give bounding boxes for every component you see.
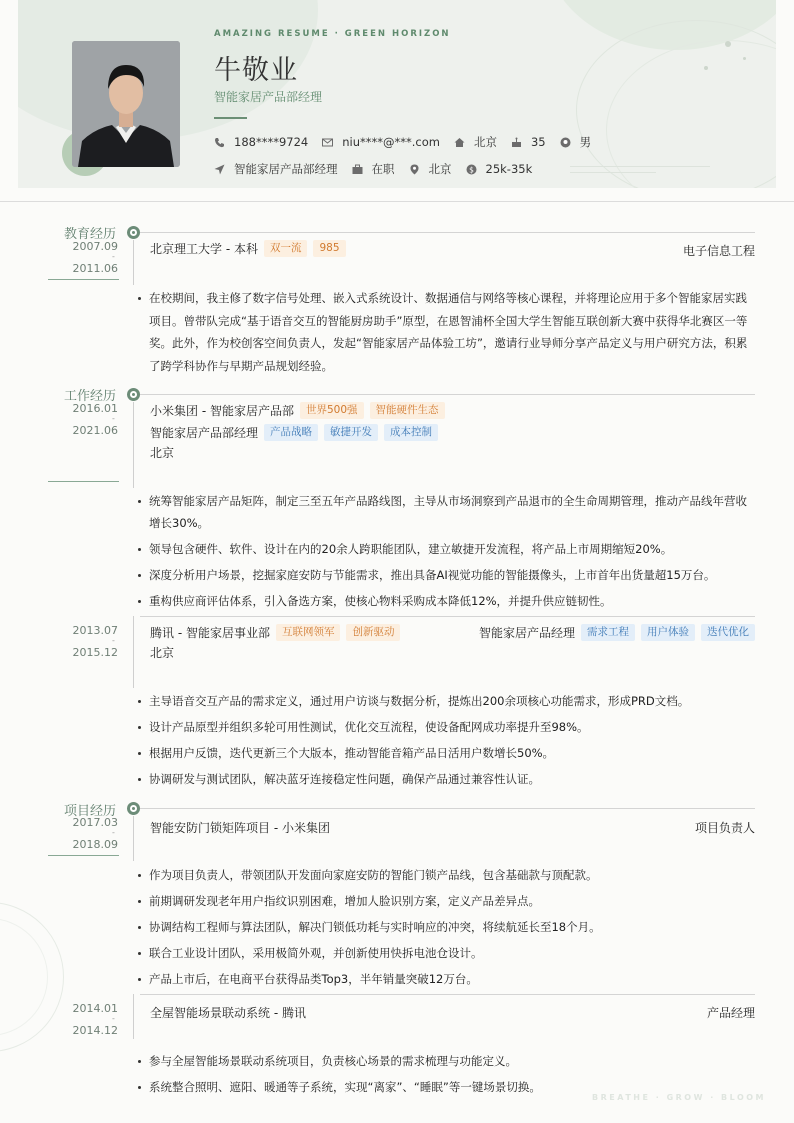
section-divider (140, 394, 755, 395)
list-item: 重构供应商评估体系，引入备选方案，使核心物料采购成本降低12%，并提升供应链韧性。 (138, 590, 755, 612)
send-icon (214, 164, 225, 175)
school-tag: 985 (313, 240, 345, 257)
phone-icon (214, 137, 225, 148)
job-city: 北京 (150, 446, 175, 460)
location-icon (409, 164, 420, 175)
home-icon (454, 137, 465, 148)
salary-icon (466, 164, 477, 175)
skill-tag: 产品战略 (264, 424, 318, 441)
edu-major: 电子信息工程 (682, 244, 755, 258)
edu-start-date: 2007.09 (72, 240, 118, 253)
list-item: 作为项目负责人，带领团队开发面向家庭安防的智能门锁产品线，包含基础款与顶配款。 (138, 864, 755, 886)
school-tag: 双一流 (264, 240, 308, 257)
timeline-node (127, 226, 140, 239)
edu-school-row (150, 240, 346, 257)
list-item: 深度分析用户场景，挖掘家庭安防与节能需求，推出具备AI视觉功能的智能摄像头，上市首年出货量超15万台。 (138, 564, 755, 586)
list-item: 联合工业设计团队，采用极简外观，并创新使用快拆电池仓设计。 (138, 942, 755, 964)
section-rule (48, 481, 119, 482)
list-item: 参与全屋智能场景联动系统项目，负责核心场景的需求梳理与功能定义。 (138, 1050, 755, 1072)
avatar (72, 41, 180, 167)
job-title: 智能家居产品部经理 (214, 90, 323, 104)
job-end-date: 2015.12 (72, 646, 118, 659)
job-city: 北京 (150, 646, 175, 660)
job-start-date: 2016.01 (72, 402, 118, 415)
status-icon (352, 164, 363, 175)
project-name: 全屋智能场景联动系统 - 腾讯 (150, 1006, 306, 1020)
job-position-row (479, 624, 755, 641)
job-position-row (150, 424, 438, 441)
job-achievements (138, 490, 755, 616)
section-title-education: 教育经历 (63, 227, 116, 242)
section-rule (48, 279, 119, 280)
timeline-line (133, 816, 134, 861)
resume-header (18, 0, 776, 188)
company-name: 小米集团 - 智能家居产品部 (150, 404, 294, 418)
job-start-date: 2013.07 (72, 624, 118, 637)
timeline-line (133, 240, 134, 285)
timeline-line (133, 402, 134, 488)
mail-icon (322, 137, 333, 148)
list-item: 统筹智能家居产品矩阵，制定三至五年产品路线图，主导从市场洞察到产品退市的全生命周期管理，推动产品线年营收增长30%。 (138, 490, 755, 534)
position-name: 智能家居产品部经理 (150, 426, 259, 440)
age-icon (511, 137, 522, 148)
list-item: 协调结构工程师与算法团队，解决门锁低功耗与实时响应的冲突，将续航延长至18个月。 (138, 916, 755, 938)
footer-watermark: BREATHE · GROW · BLOOM (592, 1093, 766, 1102)
list-item: 领导包含硬件、软件、设计在内的20余人跨职能团队，建立敏捷开发流程，将产品上市周期缩短20%。 (138, 538, 755, 560)
header-divider (0, 201, 794, 202)
entry-divider (140, 994, 755, 995)
skill-tag: 敏捷开发 (324, 424, 378, 441)
project-start-date: 2017.03 (72, 816, 118, 829)
job-company-row (150, 402, 445, 419)
list-item: 设计产品原型并组织多轮可用性测试，优化交互流程，使设备配网成功率提升至98%。 (138, 716, 755, 738)
tagline: AMAZING RESUME · GREEN HORIZON (214, 29, 451, 39)
svg-text:$: $ (468, 164, 474, 174)
company-tag: 互联网领军 (276, 624, 341, 641)
info-item-gender: 男 (560, 134, 592, 150)
timeline-line (133, 616, 134, 688)
project-role: 产品经理 (706, 1006, 755, 1020)
header-decoration (725, 41, 731, 47)
skill-tag: 需求工程 (581, 624, 635, 641)
info-item-target-city: 北京 (409, 161, 452, 177)
entry-divider (140, 616, 755, 617)
job-end-date: 2021.06 (72, 424, 118, 437)
company-tag: 智能硬件生态 (370, 402, 445, 419)
skill-tag: 迭代优化 (701, 624, 755, 641)
list-item: 系统整合照明、遮阳、暖通等子系统，实现“离家”、“睡眠”等一键场景切换。 (138, 1076, 755, 1098)
contact-info-row (214, 134, 605, 150)
info-item-salary: $ 25k-35k (466, 162, 533, 176)
info-item-age: 35 (511, 135, 546, 149)
list-item: 主导语音交互产品的需求定义，通过用户访谈与数据分析，提炼出200余项核心功能需求，形成PRD文档。 (138, 690, 755, 712)
position-name: 智能家居产品经理 (478, 626, 575, 640)
info-item-email: niu****@***.com (322, 135, 440, 149)
list-item: 产品上市后，在电商平台获得品类Top3，半年销量突破12万台。 (138, 968, 755, 990)
timeline-node (127, 388, 140, 401)
timeline-node (127, 802, 140, 815)
header-decoration (743, 57, 746, 60)
edu-end-date: 2011.06 (72, 262, 118, 275)
timeline-line (133, 994, 134, 1039)
job-intention-row (214, 161, 546, 177)
list-item: 前期调研发现老年用户指纹识别困难，增加人脸识别方案，定义产品差异点。 (138, 890, 755, 912)
company-tag: 创新驱动 (346, 624, 400, 641)
edu-description: 在校期间，我主修了数字信号处理、嵌入式系统设计、数据通信与网络等核心课程，并将理论应用于多个智能家居实践项目。曾带队完成“基于语音交互的智能厨房助手”原型，在恩智浦杯全国大学生智能互联创新大赛中获得华北赛区一等奖。此外，作为校创客空间负责人，发起“智能家居产品体验工坊”，邀请行业导师分享产品定义与用户研究方法，积累了跨学科协作与早期产品规划经验。 (138, 287, 755, 377)
section-divider (140, 232, 755, 233)
section-rule (48, 855, 119, 856)
project-end-date: 2018.09 (72, 838, 118, 851)
section-divider (140, 808, 755, 809)
project-role: 项目负责人 (694, 821, 755, 835)
header-decoration (570, 172, 656, 173)
gender-icon (560, 137, 571, 148)
company-tag: 世界500强 (300, 402, 364, 419)
skill-tag: 成本控制 (384, 424, 438, 441)
section-title-work: 工作经历 (63, 389, 116, 404)
school-name: 北京理工大学 - 本科 (150, 242, 258, 256)
section-title-projects: 项目经历 (63, 804, 116, 819)
job-achievements (138, 690, 755, 794)
info-item-target-position: 智能家居产品部经理 (214, 161, 338, 177)
header-decoration (704, 66, 708, 70)
list-item: 协调研发与测试团队，解决蓝牙连接稳定性问题，确保产品通过兼容性认证。 (138, 768, 755, 790)
info-item-phone: 188****9724 (214, 135, 308, 149)
header-decoration (570, 166, 710, 167)
title-underline (214, 117, 247, 119)
company-name: 腾讯 - 智能家居事业部 (150, 626, 270, 640)
job-company-row (150, 624, 400, 641)
info-item-city: 北京 (454, 134, 497, 150)
candidate-name: 牛敬业 (214, 55, 298, 86)
project-end-date: 2014.12 (72, 1024, 118, 1037)
list-item: 根据用户反馈，迭代更新三个大版本，推动智能音箱产品日活用户数增长50%。 (138, 742, 755, 764)
project-details (138, 864, 755, 994)
skill-tag: 用户体验 (641, 624, 695, 641)
project-name: 智能安防门锁矩阵项目 - 小米集团 (150, 821, 330, 835)
info-item-status: 在职 (352, 161, 395, 177)
project-start-date: 2014.01 (72, 1002, 118, 1015)
